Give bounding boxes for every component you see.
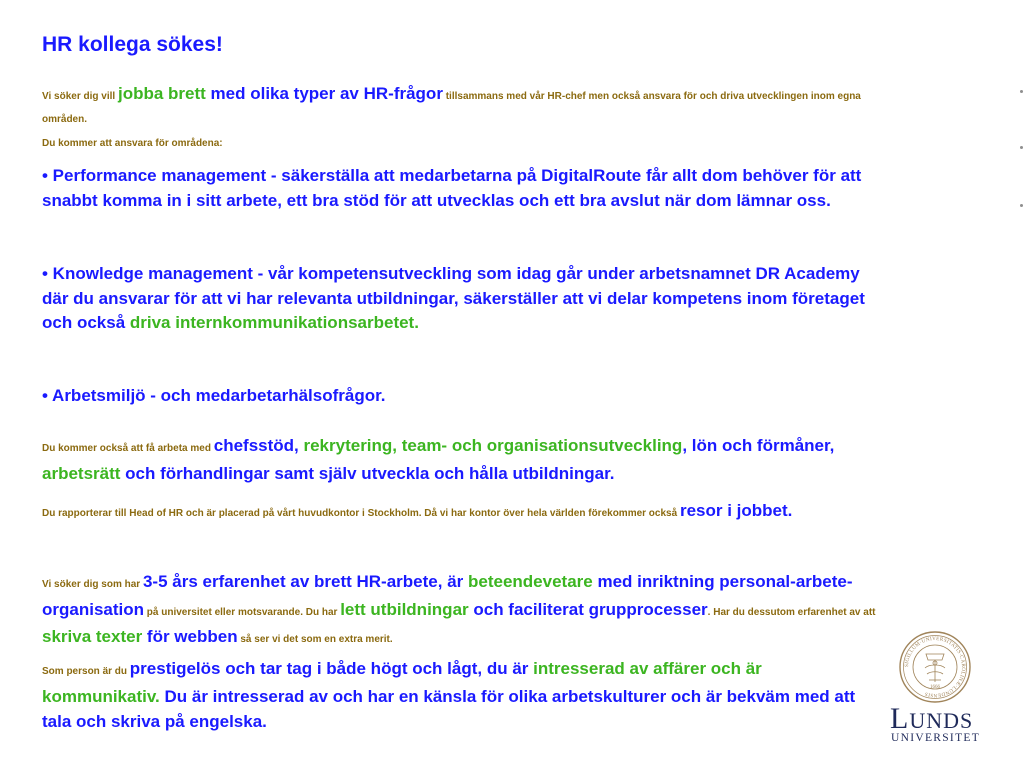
also-salary: , lön och förmåner,	[682, 436, 835, 455]
seek-experience: 3-5 års erfarenhet av brett HR-arbete, är	[142, 572, 468, 591]
lund-university-logo	[888, 628, 988, 758]
bullet-environment: • Arbetsmiljö - och medarbetarhälsofrågor.	[42, 386, 386, 405]
also-negotiations: och förhandlingar samt själv utveckla och hålla utbildningar.	[120, 463, 615, 483]
logo-name-rest: UNDS	[909, 708, 974, 733]
also-chefsstod: chefsstöd,	[213, 436, 304, 455]
seek-write-texts: skriva texter	[42, 627, 143, 646]
bullet-performance: • Performance management - säkerställa att medarbetarna på DigitalRoute får allt dom behöver för att snabbt komma in i sitt arbete, ett bra stöd för att utvecklas och ett bra avslut när dom lämnar oss.	[42, 166, 862, 210]
report-lead: Du rapporterar till Head of HR och är placerad på vårt huvudkontor i Stockholm. Då vi har kontor över hela världen förekommer också	[42, 508, 680, 519]
intro-lead: Vi söker dig vill	[42, 91, 118, 102]
bullet-knowledge	[42, 262, 877, 336]
intro-highlight: jobba brett	[117, 84, 206, 103]
edge-dot	[1020, 146, 1023, 149]
person-prestige: prestigelös och tar tag i både högt och lågt, du är	[129, 659, 534, 678]
intro-topic: med olika typer av HR-frågor	[205, 84, 443, 103]
edge-dots	[1018, 0, 1024, 220]
intro-paragraph	[42, 83, 877, 130]
also-paragraph	[42, 434, 877, 487]
seek-led-trainings: lett utbildningar	[340, 599, 469, 619]
intro-rest: tillsammans med vår HR-chef men också ansvara för och driva utvecklingen inom egna områden.	[42, 91, 861, 125]
report-paragraph	[42, 499, 877, 527]
also-lead: Du kommer också att få arbeta med	[42, 443, 214, 454]
edge-dot	[1020, 90, 1023, 93]
seal-year: 1666	[930, 685, 940, 690]
areas-heading: Du kommer att ansvara för områdena:	[42, 138, 223, 149]
logo-wordmark	[890, 702, 986, 736]
person-lead: Som person är du	[42, 666, 130, 677]
person-paragraph	[42, 657, 877, 736]
seek-merit-lead: . Har du dessutom erfarenhet av att	[707, 606, 876, 618]
seek-university: på universitet eller motsvarande. Du har	[144, 606, 341, 618]
page-title: HR kollega sökes!	[42, 33, 223, 56]
edge-dot	[1020, 204, 1023, 207]
person-culture: Du är intresserad av och har en känsla för olika arbetskulturer och är bekväm med att tala och skriva på engelska.	[42, 686, 856, 731]
logo-initial: L	[890, 702, 910, 735]
also-labour-law: arbetsrätt	[42, 463, 121, 483]
seek-lead: Vi söker dig som har	[42, 579, 143, 590]
seek-merit-rest: så ser vi det som en extra merit.	[237, 634, 393, 645]
bullet-knowledge-text: • Knowledge management - vår kompetensutveckling som idag går under arbetsnamnet DR Academy där du ansvarar för att vi har relevanta utbildningar, säkerställer att vi delar kompetens inom företaget och också	[42, 264, 865, 332]
person-interested: intresserad av affärer och är kommunikativ.	[42, 659, 762, 706]
seek-focus: med inriktning personal-arbete-organisation	[42, 572, 853, 619]
bullet-knowledge-highlight: driva internkommunikationsarbetet.	[129, 313, 419, 332]
seek-behavioural: beteendevetare	[468, 572, 593, 591]
logo-subtitle: UNIVERSITET	[891, 732, 981, 744]
also-recruitment: rekrytering, team- och organisationsutveckling	[303, 436, 683, 455]
seek-paragraph	[42, 570, 877, 653]
university-seal-icon	[898, 630, 972, 704]
report-travel: resor i jobbet.	[679, 501, 793, 520]
seal-text: SIGILLUM·UNIVERSITATIS·CAROLINÆ·LUNDENSIS	[903, 635, 967, 699]
seek-facilitated: och faciliterat grupprocesser	[468, 599, 708, 619]
seek-web: för webben	[142, 627, 238, 646]
